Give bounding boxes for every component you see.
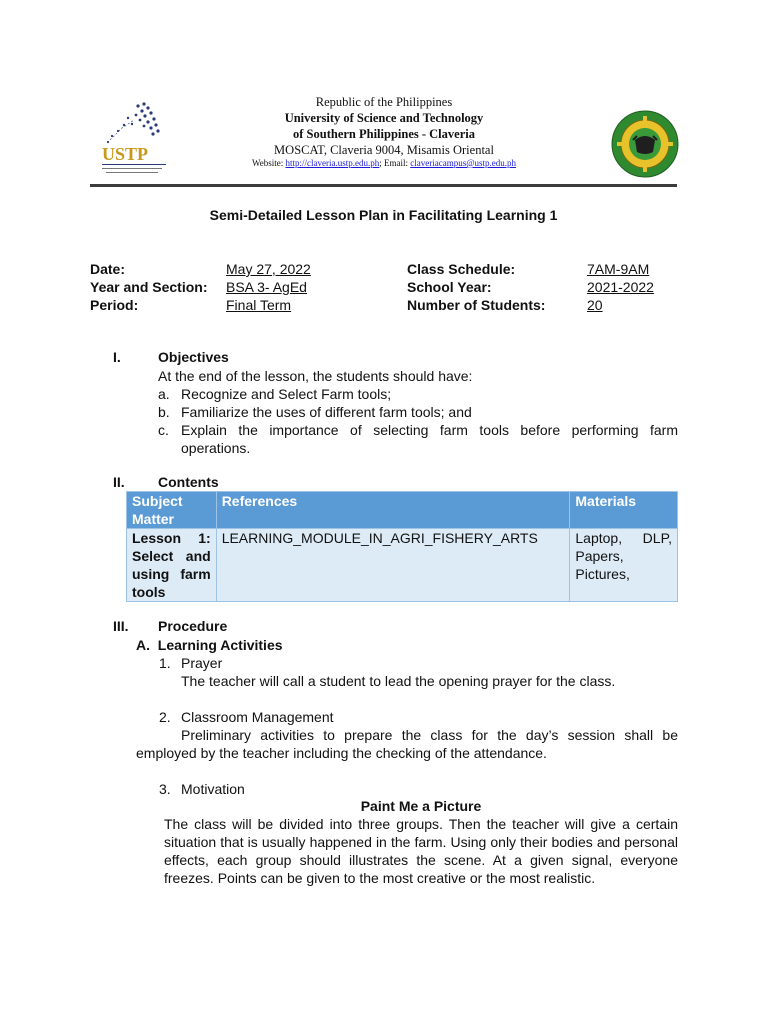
- objectives-number: I.: [113, 349, 121, 365]
- website-label: Website:: [251, 158, 286, 168]
- step-2-number: 2.: [159, 709, 171, 725]
- ustp-logo-text: USTP: [102, 144, 149, 164]
- class-schedule-label: Class Schedule:: [407, 261, 516, 277]
- step-1-number: 1.: [159, 655, 171, 671]
- year-section-label: Year and Section:: [90, 279, 208, 295]
- cell-subject-matter: Lesson 1: Select and using farm tools: [127, 529, 217, 602]
- step-3-text: The class will be divided into three groups. Then the teacher will give a certain situation that is usually happened in the farm. Using only their bodies and personal effects, each group should illustrates the scene. At a given signal, everyone freezes. Points can be given to the most creative or the most realistic.: [164, 816, 678, 886]
- period-value: Final Term: [226, 297, 292, 313]
- contents-table: [126, 491, 678, 602]
- year-section-value: BSA 3- AgEd: [226, 279, 307, 295]
- procedure-number: III.: [113, 618, 129, 634]
- contents-heading: Contents: [158, 474, 219, 490]
- step-2-text: Preliminary activities to prepare the class for the day’s session shall be employed by the teacher including the checking of the attendance.: [136, 727, 678, 761]
- college-seal-graphic: [611, 110, 679, 178]
- header-divider: [90, 184, 677, 187]
- objective-marker-c: c.: [158, 422, 169, 438]
- motivation-activity-heading: Paint Me a Picture: [360, 798, 482, 814]
- step-2-title: Classroom Management: [181, 709, 334, 725]
- header-subject-matter: Subject Matter: [127, 492, 217, 529]
- ustp-logo-graphic: [98, 98, 174, 180]
- email-label: ; Email:: [379, 158, 411, 168]
- step-1-text: The teacher will call a student to lead the opening prayer for the class.: [181, 673, 616, 689]
- document-title: Semi-Detailed Lesson Plan in Facilitating Learning 1: [209, 207, 558, 223]
- header-campus: of Southern Philippines - Claveria: [293, 127, 475, 141]
- header-republic: Republic of the Philippines: [315, 95, 453, 109]
- students-label: Number of Students:: [407, 297, 546, 313]
- step-1-title: Prayer: [181, 655, 223, 671]
- date-label: Date:: [90, 261, 126, 277]
- objective-marker-a: a.: [158, 386, 170, 402]
- step-3-number: 3.: [159, 781, 171, 797]
- step-3-title: Motivation: [181, 781, 245, 797]
- cell-materials: Laptop, DLP, Papers, Pictures,: [570, 529, 678, 602]
- objective-marker-b: b.: [158, 404, 170, 420]
- period-label: Period:: [90, 297, 139, 313]
- objective-text-b: Familiarize the uses of different farm tools; and: [181, 404, 472, 420]
- school-year-value: 2021-2022: [587, 279, 654, 295]
- header-materials: Materials: [570, 492, 678, 529]
- ustp-logo: [98, 98, 174, 180]
- table-row: [127, 529, 678, 602]
- cell-references: LEARNING_MODULE_IN_AGRI_FISHERY_ARTS: [216, 529, 570, 602]
- header-contact: [180, 157, 588, 170]
- objective-text-c: Explain the importance of selecting farm tools before performing farm operations.: [181, 422, 678, 456]
- objective-text-a: Recognize and Select Farm tools;: [181, 386, 392, 402]
- college-seal: [611, 110, 679, 178]
- students-value: 20: [587, 297, 603, 313]
- objectives-heading: Objectives: [158, 349, 229, 365]
- header-university: University of Science and Technology: [284, 111, 484, 125]
- contents-number: II.: [113, 474, 125, 490]
- procedure-heading: Procedure: [158, 618, 228, 634]
- email-link[interactable]: claveriacampus@ustp.edu.ph: [410, 158, 517, 168]
- class-schedule-value: 7AM-9AM: [587, 261, 650, 277]
- website-link[interactable]: http://claveria.ustp.edu.ph: [285, 158, 380, 168]
- header-address: MOSCAT, Claveria 9004, Misamis Oriental: [274, 143, 494, 157]
- header-references: References: [216, 492, 570, 529]
- objectives-intro: At the end of the lesson, the students should have:: [158, 368, 473, 384]
- table-header-row: [127, 492, 678, 529]
- school-year-label: School Year:: [407, 279, 492, 295]
- learning-activities-heading: A. Learning Activities: [136, 637, 283, 653]
- date-value: May 27, 2022: [226, 261, 311, 277]
